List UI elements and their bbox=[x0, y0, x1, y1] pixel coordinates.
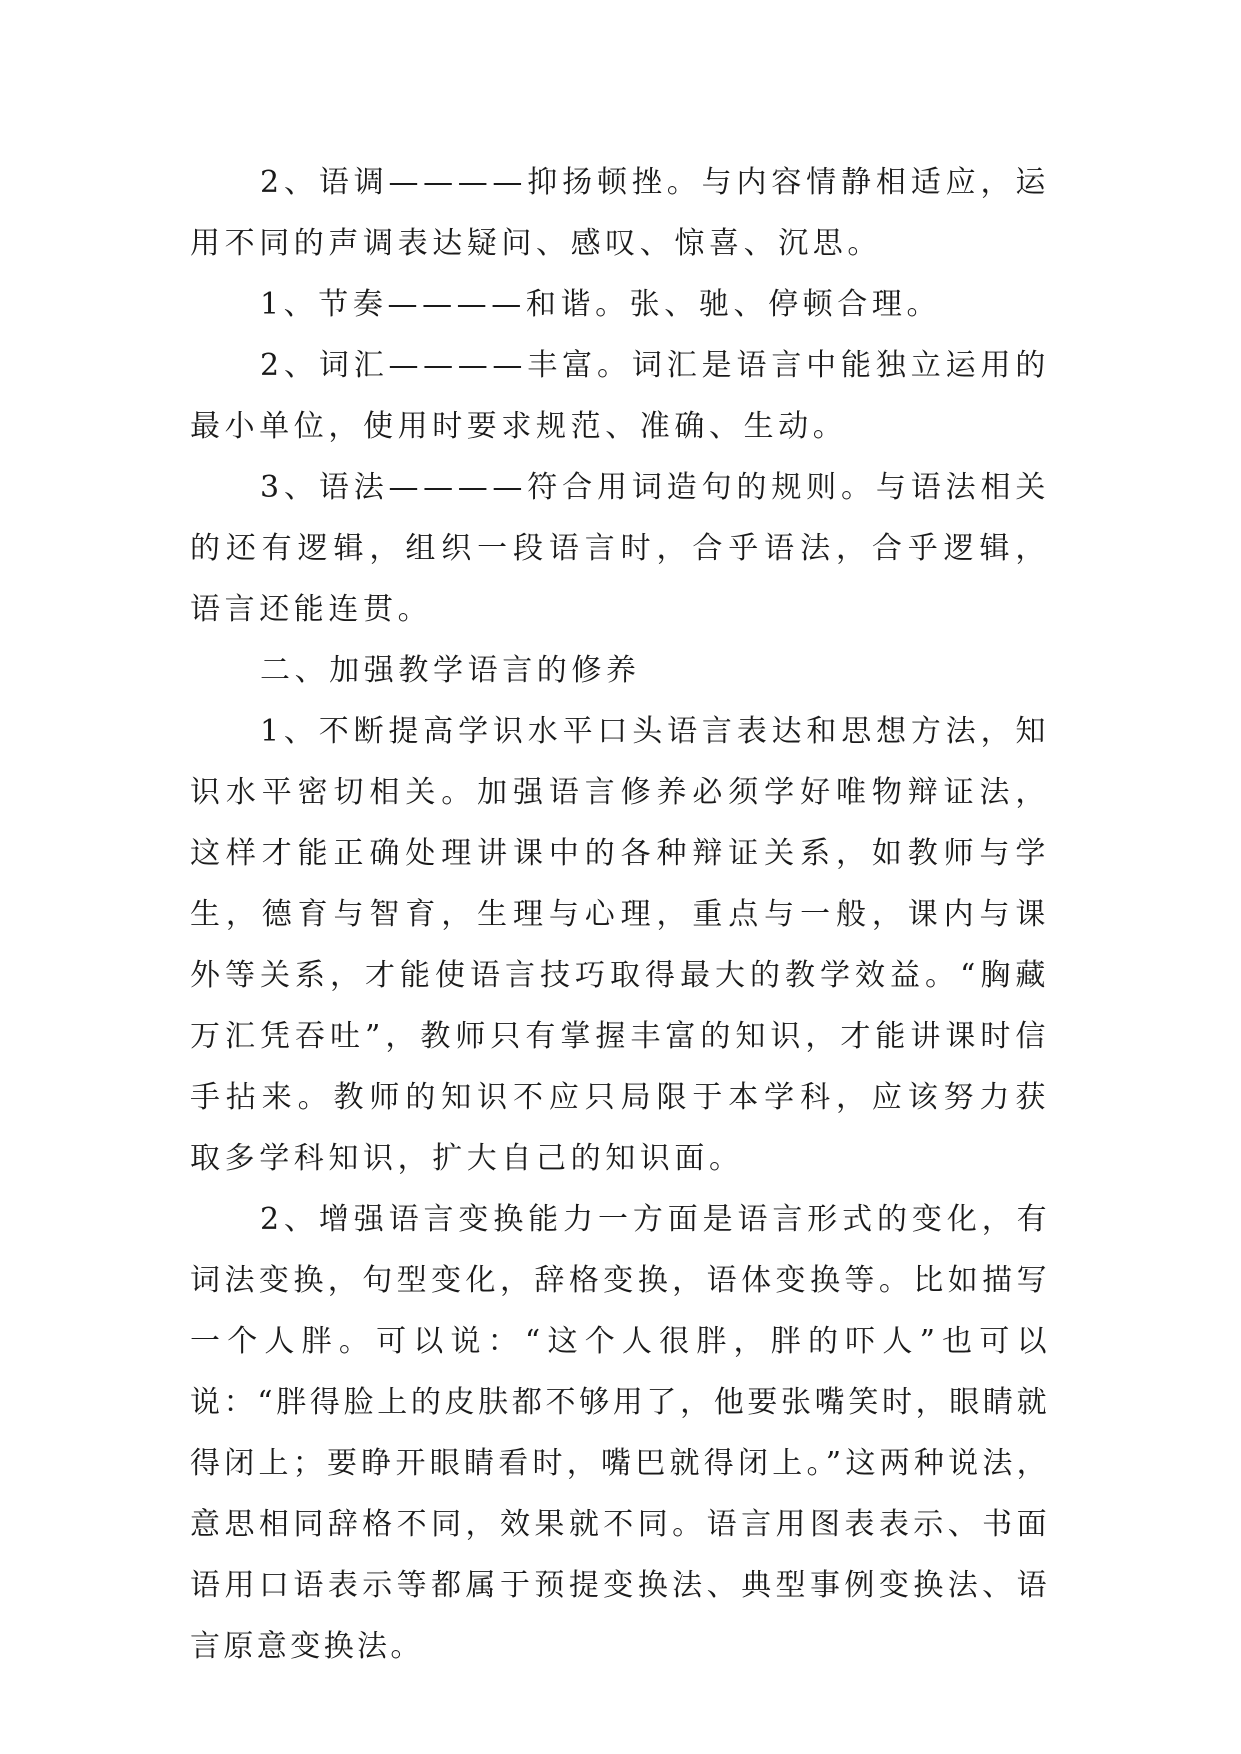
section-heading-language-cultivation: 二、加强教学语言的修养 bbox=[260, 653, 641, 688]
paragraph-rhythm: 1、节奏————和谐。张、驰、停顿合理。 bbox=[260, 287, 942, 322]
paragraph-vocabulary: 2、词汇————丰富。词汇是语言中能独立运用的最小单位，使用时要求规范、准确、生动。 bbox=[190, 348, 1050, 444]
paragraph-grammar: 3、语法————符合用词造句的规则。与语法相关的还有逻辑，组织一段语言时，合乎语法，合乎逻辑，语言还能连贯。 bbox=[190, 470, 1050, 627]
document-body bbox=[190, 152, 1050, 1677]
paragraph-knowledge-level: 1、不断提高学识水平口头语言表达和思想方法，知识水平密切相关。加强语言修养必须学好唯物辩证法，这样才能正确处理讲课中的各种辩证关系，如教师与学生，德育与智育，生理与心理，重点与一般，课内与课外等关系，才能使语言技巧取得最大的教学效益。“胸藏万汇凭吞吐”，教师只有掌握丰富的知识，才能讲课时信手拈来。教师的知识不应只局限于本学科，应该努力获取多学科知识，扩大自己的知识面。 bbox=[190, 714, 1050, 1176]
paragraph-language-transformation: 2、增强语言变换能力一方面是语言形式的变化，有词法变换，句型变化，辞格变换，语体变换等。比如描写一个人胖。可以说：“这个人很胖，胖的吓人”也可以说：“胖得脸上的皮肤都不够用了，他要张嘴笑时，眼睛就得闭上；要睁开眼睛看时，嘴巴就得闭上。”这两种说法，意思相同辞格不同，效果就不同。语言用图表表示、书面语用口语表示等都属于预提变换法、典型事例变换法、语言原意变换法。 bbox=[190, 1202, 1050, 1664]
paragraph-intonation: 2、语调————抑扬顿挫。与内容情静相适应，运用不同的声调表达疑问、感叹、惊喜、沉思。 bbox=[190, 165, 1050, 261]
